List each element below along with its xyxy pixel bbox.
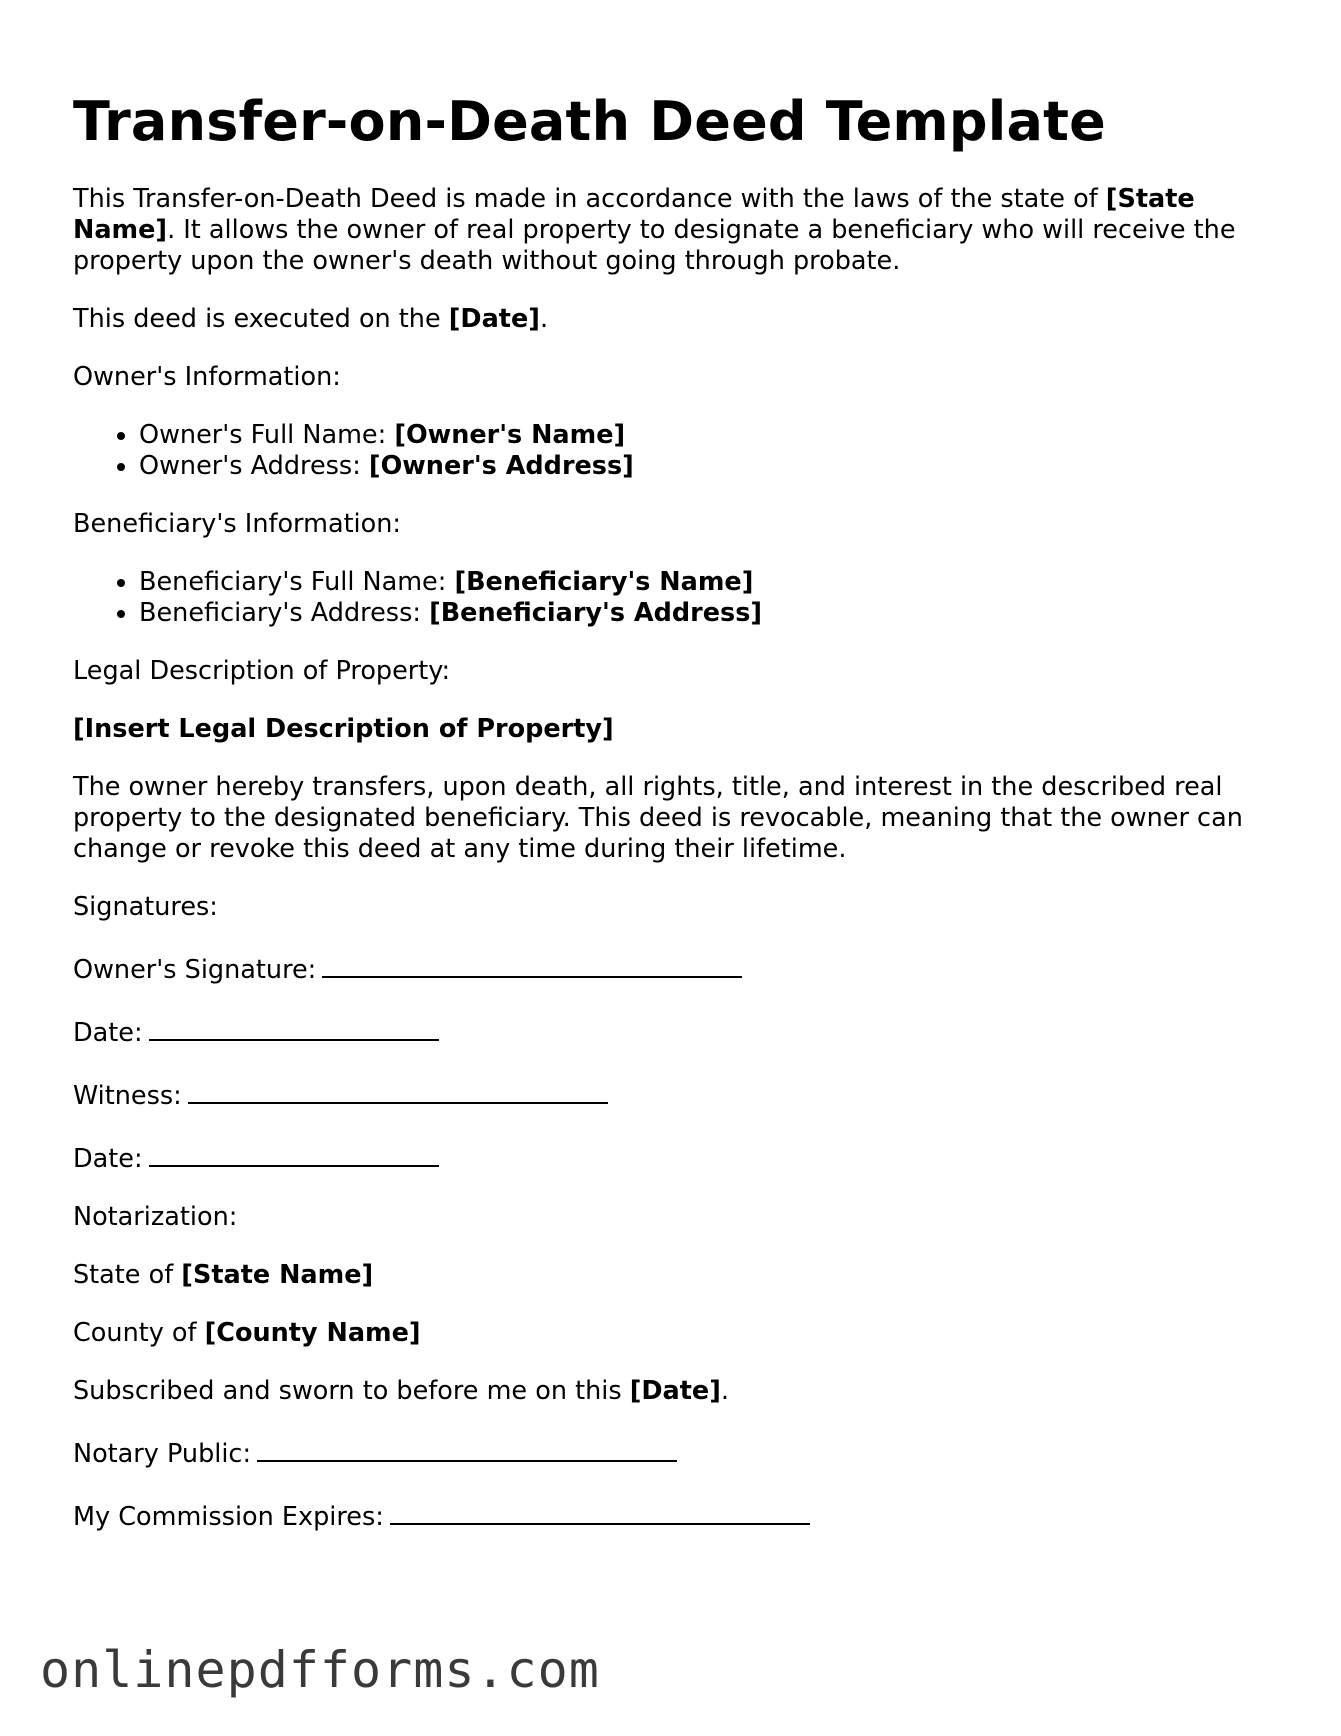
- owner-signature-row: [73, 950, 1273, 986]
- intro-text-after: . It allows the owner of real property to designate a beneficiary who will receive the property upon the owner's death without going through probate.: [73, 215, 1236, 276]
- commission-label: My Commission Expires:: [73, 1502, 384, 1532]
- owner-name-item: [139, 420, 1273, 451]
- document-page: [73, 90, 1273, 1560]
- notary-state-placeholder: [State Name]: [181, 1260, 374, 1290]
- transfer-paragraph: The owner hereby transfers, upon death, all rights, title, and interest in the described real property to the designated beneficiary. This deed is revocable, meaning that the owner can change or revoke this deed at any time during their lifetime.: [73, 772, 1243, 864]
- property-heading: Legal Description of Property:: [73, 656, 451, 686]
- owner-date-row: [73, 1013, 1273, 1049]
- property-description-placeholder: [73, 714, 1273, 745]
- owner-date-line[interactable]: [149, 1013, 439, 1041]
- executed-date-placeholder: [Date]: [448, 304, 540, 334]
- sworn-text-before: Subscribed and sworn to before me on this: [73, 1376, 630, 1406]
- beneficiary-info-list: [73, 567, 1273, 629]
- owner-signature-line[interactable]: [322, 950, 742, 978]
- owner-address-label: Owner's Address:: [139, 451, 369, 481]
- witness-date-label: Date:: [73, 1144, 143, 1174]
- signatures-heading: Signatures:: [73, 892, 218, 922]
- witness-row: [73, 1076, 1273, 1112]
- document-title: Transfer-on-Death Deed Template: [73, 90, 1106, 153]
- commission-row: [73, 1497, 1273, 1533]
- notary-public-label: Notary Public:: [73, 1439, 252, 1469]
- sworn-date-placeholder: [Date]: [629, 1376, 721, 1406]
- executed-text-before: This deed is executed on the: [73, 304, 449, 334]
- owner-address-placeholder: [Owner's Address]: [368, 451, 634, 481]
- intro-state-placeholder: [State Name]: [73, 184, 1195, 245]
- owner-address-item: [139, 451, 1273, 482]
- sworn-row: [73, 1376, 1273, 1407]
- executed-text-after: .: [539, 304, 549, 334]
- property-description-text: [Insert Legal Description of Property]: [73, 714, 614, 744]
- owner-signature-label: Owner's Signature:: [73, 955, 317, 985]
- notary-state-label: State of: [73, 1260, 182, 1290]
- commission-line[interactable]: [390, 1497, 810, 1525]
- owner-name-label: Owner's Full Name:: [139, 420, 395, 450]
- beneficiary-name-placeholder: [Beneficiary's Name]: [454, 567, 754, 597]
- intro-text-before: This Transfer-on-Death Deed is made in accordance with the laws of the state of: [73, 184, 1106, 214]
- owner-info-list: [73, 420, 1273, 482]
- notary-public-line[interactable]: [257, 1434, 677, 1462]
- beneficiary-info-heading: Beneficiary's Information:: [73, 509, 402, 539]
- beneficiary-address-label: Beneficiary's Address:: [139, 598, 430, 628]
- beneficiary-name-item: [139, 567, 1273, 598]
- witness-signature-line[interactable]: [188, 1076, 608, 1104]
- notary-county-label: County of: [73, 1318, 205, 1348]
- notarization-heading: Notarization:: [73, 1202, 238, 1232]
- beneficiary-address-placeholder: [Beneficiary's Address]: [429, 598, 763, 628]
- intro-paragraph: [73, 184, 1273, 277]
- owner-info-heading: Owner's Information:: [73, 362, 341, 392]
- witness-date-line[interactable]: [149, 1139, 439, 1167]
- notary-state-row: [73, 1260, 1273, 1291]
- owner-name-placeholder: [Owner's Name]: [394, 420, 626, 450]
- site-watermark: onlinepdfforms.com: [40, 1641, 600, 1699]
- witness-date-row: [73, 1139, 1273, 1175]
- owner-date-label: Date:: [73, 1018, 143, 1048]
- executed-paragraph: [73, 304, 1273, 335]
- notary-county-row: [73, 1318, 1273, 1349]
- beneficiary-name-label: Beneficiary's Full Name:: [139, 567, 455, 597]
- sworn-text-after: .: [720, 1376, 729, 1406]
- notary-public-row: [73, 1434, 1273, 1470]
- witness-label: Witness:: [73, 1081, 182, 1111]
- notary-county-placeholder: [County Name]: [204, 1318, 421, 1348]
- beneficiary-address-item: [139, 598, 1273, 629]
